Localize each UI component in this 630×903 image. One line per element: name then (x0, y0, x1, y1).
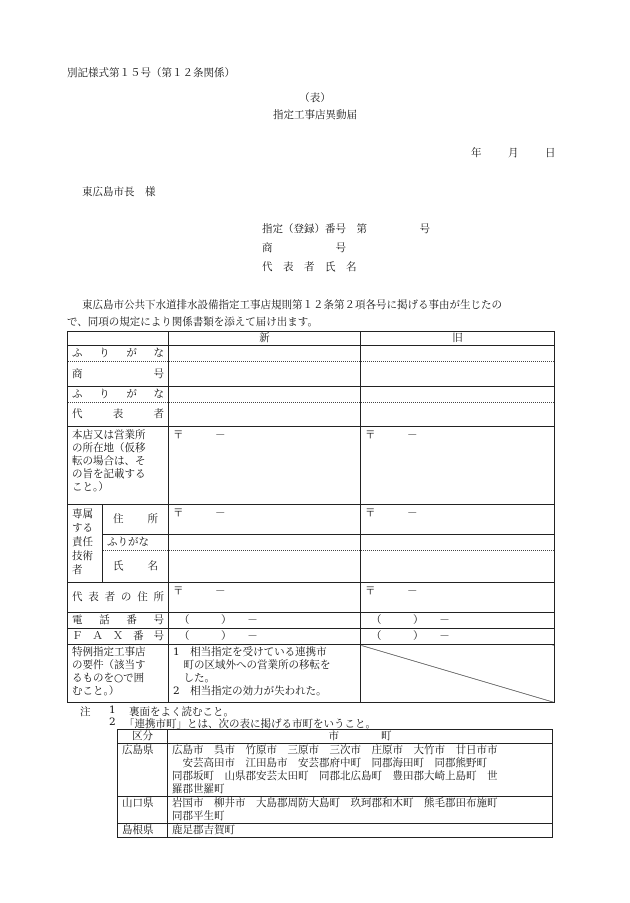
form-id: 別記様式第１５号（第１２条関係） (67, 67, 235, 79)
furigana2-text (72, 388, 164, 401)
tel-old[interactable] (361, 613, 555, 629)
body-text-line-1: 東広島市公共下水道排水設備指定工事店規則第１２条第２項各号に掲げる事由が生じたの (82, 299, 502, 311)
representative-label: 代 表 者 氏 名 (262, 261, 357, 273)
header-category: 区分 (118, 730, 168, 744)
special-req-line: の要件（該当す (72, 659, 146, 671)
municipality-line: 羅郡世羅町 (172, 783, 225, 795)
fax-new[interactable] (169, 629, 361, 645)
fax-text (72, 630, 164, 643)
fax-old[interactable] (361, 629, 555, 645)
fax-format: （ ） － (179, 630, 258, 642)
engineer-address-text (107, 513, 164, 526)
postal-mark: 〒 － (173, 507, 226, 519)
office-location-line: 転の場合は、そ (72, 455, 146, 467)
label-char: 名 (147, 560, 158, 572)
label-char: ふ (72, 388, 83, 400)
tel-format: （ ） － (179, 614, 258, 626)
municipality-line: 岩国市 柳井市 大島郡周防大島町 玖珂郡和木町 熊毛郡田布施町 (172, 797, 498, 809)
engineer-label-line: 者 (72, 564, 83, 576)
label-char: が (126, 347, 137, 359)
label-char: 番 (126, 614, 137, 626)
engineer-address-old[interactable] (361, 505, 555, 535)
trade-name-new[interactable] (169, 362, 361, 387)
label-char: 表 (88, 591, 99, 603)
furigana-old[interactable] (361, 346, 555, 362)
municipality-line: 広島市 呉市 竹原市 三原市 三次市 庄原市 大竹市 廿日市市 (172, 744, 498, 756)
label-char: Ｘ (112, 630, 124, 642)
label-char: 所 (147, 513, 158, 525)
engineer-label (68, 505, 103, 583)
postal-mark: 〒 － (365, 585, 418, 597)
label-char: 住 (137, 591, 148, 603)
label-char: り (99, 347, 110, 359)
label-char: Ａ (92, 630, 103, 642)
engineer-name-new[interactable] (169, 551, 361, 583)
rep-address-text (72, 591, 164, 604)
municipality-line: 同郡平生町 (172, 810, 225, 822)
header-old: 旧 (361, 332, 555, 346)
note-label: 注 (80, 706, 91, 718)
fax-format: （ ） － (371, 630, 450, 642)
label-char: 番 (133, 630, 144, 642)
fax-label (68, 629, 169, 645)
label-char: り (99, 388, 110, 400)
postal-mark: 〒 － (173, 429, 226, 441)
engineer-furigana-old[interactable] (361, 535, 555, 551)
representative-text (72, 408, 164, 421)
body-text-line-2: で、同項の規定により関係書類を添えて届け出ます。 (67, 316, 318, 328)
engineer-address-label (103, 505, 169, 535)
label-char: の (120, 591, 132, 603)
diagonal-void-cell (361, 645, 555, 703)
trade-name-old[interactable] (361, 362, 555, 387)
tel-format: （ ） － (371, 614, 450, 626)
option-1-line: した。 (173, 672, 215, 684)
postal-mark: 〒 － (365, 507, 418, 519)
page-title: 指定工事店異動届 (273, 109, 357, 121)
label-char: 所 (153, 591, 164, 603)
engineer-label-line: 責任 (72, 536, 93, 548)
header-municipality: 市 町 (168, 730, 553, 744)
label-char: 住 (113, 513, 124, 525)
postal-mark: 〒 － (365, 429, 418, 441)
postal-mark: 〒 － (173, 585, 226, 597)
label-char: 電 (72, 614, 83, 626)
partner-municipalities-table (117, 729, 553, 838)
tel-label (68, 613, 169, 629)
label-char: 者 (104, 591, 116, 603)
label-char: 代 (72, 591, 83, 603)
option-1-line: 町の区域外への営業所の移転を (173, 659, 331, 671)
municipality-line: 同郡坂町 山県郡安芸太田町 同郡北広島町 豊田郡大崎上島町 世 (172, 770, 498, 782)
office-location-line: の所在地（仮移 (72, 442, 146, 454)
furigana-text (72, 347, 164, 360)
trade-name-label: 商 号 (262, 242, 346, 254)
note-1-number: 1 (109, 704, 116, 716)
label-char: 者 (153, 408, 164, 420)
note-1-text: 裏面をよく読むこと。 (129, 706, 234, 718)
date-year: 年 (471, 147, 482, 159)
engineer-label-line: する (72, 522, 93, 534)
label-char: 表 (112, 408, 124, 420)
label-char: ふ (72, 347, 83, 359)
header-blank (68, 332, 169, 346)
note-2-text: 「連携市町」とは、次の表に掲げる市町をいうこと。 (124, 718, 376, 730)
option-1-line: 1 相当指定を受けている連携市 (173, 646, 327, 658)
furigana2-label (68, 387, 169, 403)
prefecture-hiroshima: 広島県 (118, 744, 168, 797)
municipalities-yamaguchi (168, 797, 553, 824)
representative-old[interactable] (361, 403, 555, 427)
label-char: 代 (72, 408, 83, 420)
municipality-line: 安芸高田市 江田島市 安芸郡府中町 同郡海田町 同郡熊野町 (172, 757, 487, 769)
engineer-name-text (107, 560, 164, 573)
engineer-address-new[interactable] (169, 505, 361, 535)
label-char: 号 (153, 630, 164, 642)
date-day: 日 (545, 147, 556, 159)
municipality-line: 鹿足郡吉賀町 (172, 824, 235, 836)
tel-text (72, 614, 164, 627)
engineer-furigana-new[interactable] (169, 535, 361, 551)
trade-name-row-label (68, 362, 169, 387)
office-location-label (68, 427, 169, 505)
rep-address-new[interactable] (169, 583, 361, 613)
prefecture-shimane: 島根県 (118, 824, 168, 838)
engineer-name-label (103, 551, 169, 583)
office-location-new[interactable] (169, 427, 361, 505)
trade-name-text (72, 368, 164, 381)
furigana2-old[interactable] (361, 387, 555, 403)
furigana-label (68, 346, 169, 362)
office-location-line: 本店又は営業所 (72, 429, 146, 441)
special-req-line: むこと。） (72, 685, 120, 697)
note-2-number: 2 (109, 716, 116, 728)
label-char: Ｆ (72, 630, 83, 642)
engineer-label-line: 技術 (72, 550, 93, 562)
label-char: な (153, 388, 164, 400)
special-req-line: るものを○で囲 (72, 672, 145, 684)
label-char: 号 (153, 367, 164, 380)
label-char: 話 (99, 614, 110, 626)
header-new: 新 (169, 332, 361, 346)
date-month: 月 (508, 147, 519, 159)
registration-number: 指定（登録）番号 第 号 (262, 223, 430, 235)
furigana2-new[interactable] (169, 387, 361, 403)
label-char: 商 (72, 367, 83, 380)
engineer-label-line: 専属 (72, 508, 93, 520)
tel-new[interactable] (169, 613, 361, 629)
engineer-furigana-label: ふりがな (103, 535, 169, 551)
office-location-line: こと。） (72, 481, 109, 493)
representative-row-label (68, 403, 169, 427)
prefecture-yamaguchi: 山口県 (118, 797, 168, 824)
rep-address-label (68, 583, 169, 613)
rep-address-old[interactable] (361, 583, 555, 613)
option-2-line: 2 相当指定の効力が失われた。 (173, 685, 327, 697)
furigana-new[interactable] (169, 346, 361, 362)
label-char: が (126, 388, 137, 400)
special-requirements-options[interactable] (169, 645, 361, 703)
office-location-line: の旨を記載する (72, 468, 146, 480)
special-requirements-label (68, 645, 169, 703)
addressee: 東広島市長 様 (82, 186, 156, 198)
side-label: （表） (299, 92, 331, 104)
label-char: な (153, 347, 164, 359)
change-report-table (67, 331, 555, 703)
label-char: 氏 (113, 560, 124, 572)
engineer-name-old[interactable] (361, 551, 555, 583)
municipalities-hiroshima (168, 744, 553, 797)
office-location-old[interactable] (361, 427, 555, 505)
representative-new[interactable] (169, 403, 361, 427)
label-char: 号 (153, 614, 164, 626)
special-req-line: 特例指定工事店 (72, 646, 146, 658)
municipalities-shimane (168, 824, 553, 838)
